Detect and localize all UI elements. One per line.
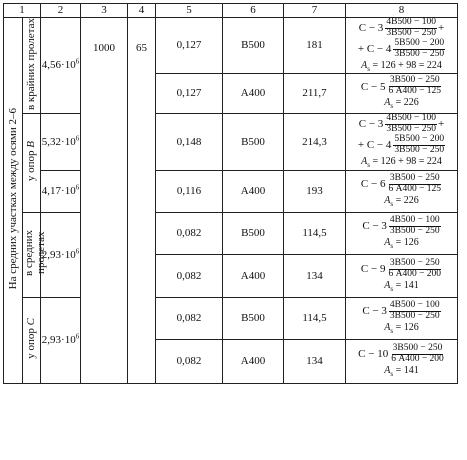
formula-cell [346, 74, 458, 114]
formula-line [346, 344, 457, 365]
moment-cell [41, 297, 81, 383]
moment-exponent: 6 [75, 134, 80, 143]
section-label-part: у опор [25, 325, 38, 359]
as-symbol: A [361, 59, 368, 71]
fraction-numerator: 4В500 − 100 [389, 215, 440, 226]
formula-suffix: + [438, 21, 445, 34]
header-cell-6: 6 [223, 4, 284, 18]
fraction-denominator: 3В500 − 250 [389, 311, 440, 322]
header-row [4, 4, 458, 18]
fraction [393, 39, 445, 60]
rebar-class-cell: А400 [223, 74, 284, 114]
formula-prefix: С − 5 [360, 80, 386, 93]
header-cell-3: 3 [81, 4, 128, 18]
as-subscript: s [390, 327, 394, 335]
fraction [385, 114, 437, 135]
formula-prefix: С − 3 [362, 220, 387, 233]
fraction-numerator: 3В500 − 250 [392, 343, 443, 354]
fraction-numerator: 4В500 − 100 [389, 300, 440, 311]
formula-line [346, 18, 457, 39]
formula-line [346, 76, 457, 97]
fraction-numerator: 5В500 − 200 [394, 37, 445, 48]
alpha-cell: 0,148 [156, 114, 223, 171]
moment-cell [41, 170, 81, 212]
header-cell-8: 8 [346, 4, 458, 18]
section-label-cell [23, 114, 41, 213]
formula-cell [346, 212, 458, 254]
width-cell: 1000 [81, 17, 128, 383]
alpha-cell: 0,116 [156, 170, 223, 212]
as-line [346, 195, 457, 209]
header-cell-4: 4 [128, 4, 156, 18]
as-line [346, 365, 457, 379]
formula-prefix: С − 3 [358, 118, 384, 131]
section-label [25, 18, 37, 110]
as-symbol: A [384, 279, 391, 291]
formula-prefix: С − 3 [362, 305, 387, 318]
formula-prefix: С − 10 [358, 348, 389, 361]
formula-line [346, 114, 457, 135]
rebar-class-cell: А400 [223, 170, 284, 212]
fraction [387, 259, 442, 280]
formula-cell [346, 17, 458, 74]
as-line [346, 237, 457, 251]
fraction [387, 174, 442, 195]
as-symbol: A [384, 365, 391, 376]
moment-cell [41, 114, 81, 171]
fraction [390, 344, 445, 365]
fraction-denominator: 3В500 − 250 [386, 124, 437, 135]
rebar-class-cell: В500 [223, 297, 284, 339]
as-subscript: s [390, 200, 394, 208]
as-value: = 126 + 98 = 224 [369, 156, 442, 168]
section-label-part: у опор [25, 147, 38, 182]
section-label-cell [23, 212, 48, 297]
as-subscript: s [367, 161, 370, 170]
header-cell-2: 2 [41, 4, 81, 18]
moment-value: 2,93·10 [41, 248, 76, 261]
formula-line [346, 259, 457, 280]
area-cell: 214,3 [284, 114, 346, 171]
area-cell: 181 [284, 17, 346, 74]
as-value: = 141 [393, 365, 419, 376]
fraction [393, 135, 445, 156]
section-label-cell [23, 297, 41, 383]
fraction-numerator: 3В500 − 250 [389, 173, 440, 184]
group-label-cell [4, 17, 23, 383]
as-line [346, 280, 457, 294]
as-symbol: A [384, 195, 391, 206]
section-label-part: в средних [23, 230, 35, 277]
fraction-denominator: 3В500 − 250 [394, 48, 445, 59]
as-line [346, 322, 457, 336]
area-cell: 114,5 [284, 212, 346, 254]
formula-prefix: + С − 4 [357, 139, 392, 152]
header-cell-1: 1 [4, 4, 41, 18]
fraction-denominator: 3В500 − 250 [394, 145, 445, 156]
as-subscript: s [390, 284, 394, 293]
area-cell: 134 [284, 339, 346, 383]
alpha-cell: 0,082 [156, 254, 223, 297]
as-symbol: A [384, 322, 391, 333]
section-label [25, 141, 37, 181]
rebar-class-cell: В500 [223, 114, 284, 171]
as-line [346, 60, 457, 74]
as-subscript: s [367, 64, 370, 73]
fraction-denominator: 6 А400 − 125 [388, 86, 442, 97]
area-cell: 193 [284, 170, 346, 212]
height-cell: 65 [128, 17, 156, 383]
fraction-denominator: 6 А400 − 200 [391, 354, 444, 365]
alpha-cell: 0,082 [156, 212, 223, 254]
table-row [4, 212, 458, 254]
moment-value: 4,56·10 [41, 59, 76, 72]
alpha-cell: 0,082 [156, 339, 223, 383]
section-label-part: В [25, 141, 38, 148]
formula-prefix: С − 3 [358, 21, 384, 34]
as-value: = 126 [393, 322, 419, 333]
moment-value: 5,32·10 [41, 135, 76, 148]
table-row [4, 114, 458, 171]
fraction-denominator: 6 А400 − 125 [388, 184, 442, 195]
formula-cell [346, 170, 458, 212]
fraction-numerator: 3В500 − 250 [389, 75, 440, 86]
as-symbol: A [384, 97, 391, 109]
formula-cell [346, 339, 458, 383]
fraction-denominator: 3В500 − 250 [386, 27, 437, 38]
moment-exponent: 6 [75, 246, 80, 255]
formula-cell [346, 297, 458, 339]
section-label-part: в крайних пролетах [25, 17, 38, 110]
formula-line [346, 135, 457, 156]
fraction-denominator: 6 А400 − 200 [388, 268, 442, 279]
moment-value: 4,17·10 [41, 185, 76, 198]
as-value: = 126 [393, 237, 419, 248]
table-row [4, 170, 458, 212]
moment-exponent: 6 [75, 183, 80, 192]
as-value: = 226 [393, 97, 419, 109]
as-line [346, 156, 457, 170]
formula-line [346, 216, 457, 237]
alpha-cell: 0,127 [156, 17, 223, 74]
formula-suffix: + [438, 118, 445, 131]
section-label-part: пролетах [35, 231, 48, 275]
section-label-part: С [25, 318, 38, 326]
moment-value: 2,93·10 [41, 334, 76, 347]
moment-exponent: 6 [75, 57, 80, 66]
alpha-cell: 0,082 [156, 297, 223, 339]
fraction [385, 18, 437, 39]
as-line [346, 97, 457, 111]
area-cell: 134 [284, 254, 346, 297]
as-subscript: s [390, 242, 394, 250]
rebar-class-cell: А400 [223, 339, 284, 383]
rebar-class-cell: В500 [223, 17, 284, 74]
as-value: = 226 [393, 195, 419, 206]
fraction [387, 76, 442, 97]
as-value: = 126 + 98 = 224 [369, 59, 442, 71]
rebar-class-cell: В500 [223, 212, 284, 254]
table-row [4, 297, 458, 339]
formula-line [346, 301, 457, 322]
fraction-denominator: 3В500 − 250 [389, 226, 440, 237]
formula-line [346, 174, 457, 195]
as-subscript: s [390, 370, 394, 378]
formula-cell [346, 114, 458, 171]
fraction-numerator: 4В500 − 100 [386, 113, 437, 124]
as-value: = 141 [393, 279, 419, 291]
section-label [23, 230, 47, 276]
section-label-cell [23, 17, 41, 114]
formula-cell [346, 254, 458, 297]
rebar-class-cell: А400 [223, 254, 284, 297]
reinforcement-table [3, 3, 458, 384]
table-row [4, 17, 458, 74]
fraction-numerator: 5В500 − 200 [394, 134, 445, 145]
header-cell-5: 5 [156, 4, 223, 18]
as-subscript: s [390, 102, 394, 111]
section-label [25, 318, 37, 359]
fraction [389, 301, 441, 322]
moment-exponent: 6 [75, 332, 80, 341]
moment-cell [41, 17, 81, 114]
formula-prefix: С − 9 [360, 262, 386, 275]
formula-prefix: + С − 4 [357, 42, 392, 55]
formula-line [346, 39, 457, 60]
fraction-numerator: 3В500 − 250 [389, 257, 440, 268]
as-symbol: A [384, 237, 391, 248]
group-label: На средних участках между осями 2–6 [6, 107, 19, 290]
fraction-numerator: 4В500 − 100 [386, 16, 437, 27]
area-cell: 211,7 [284, 74, 346, 114]
fraction [389, 216, 441, 237]
formula-prefix: С − 6 [360, 178, 386, 191]
area-cell: 114,5 [284, 297, 346, 339]
as-symbol: A [361, 156, 368, 168]
alpha-cell: 0,127 [156, 74, 223, 114]
header-cell-7: 7 [284, 4, 346, 18]
